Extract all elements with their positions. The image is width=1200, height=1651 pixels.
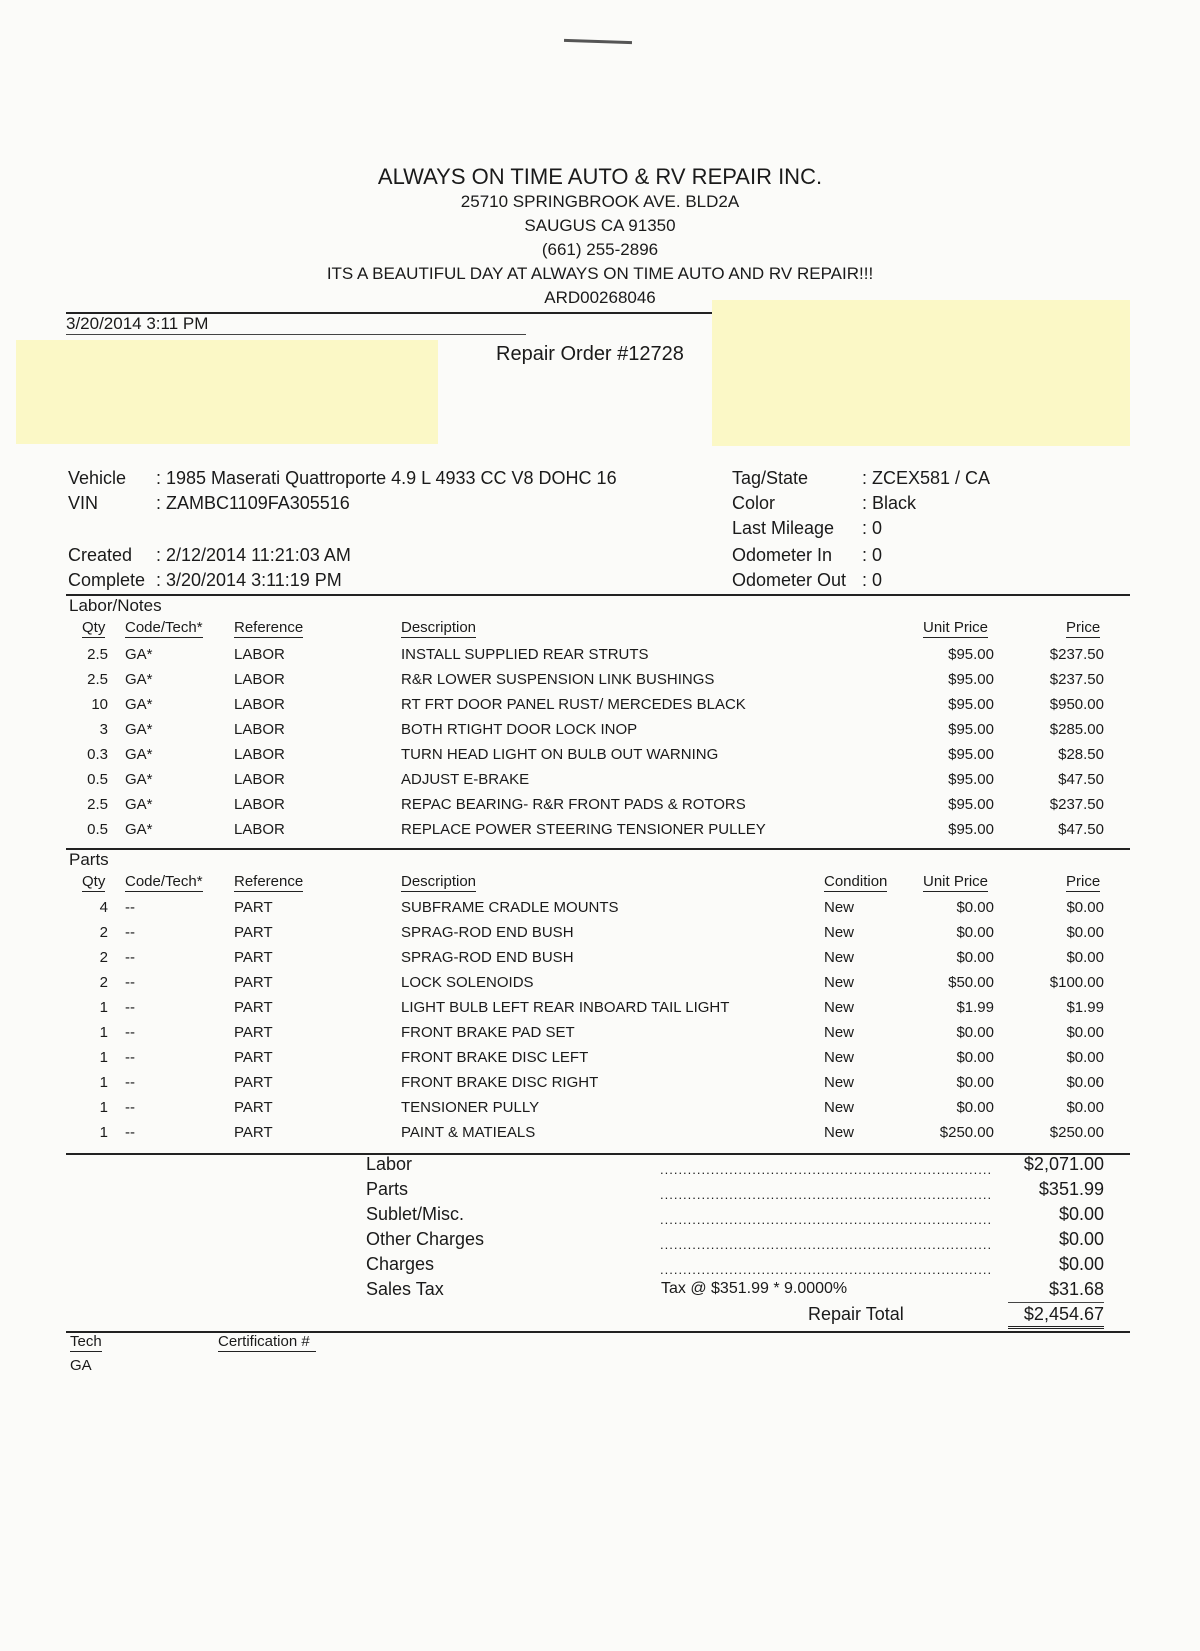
repair-total-double-rule [1008,1326,1104,1329]
parts-code: -- [125,1099,135,1116]
complete-label: Complete [68,570,146,590]
parts-reference: PART [234,999,273,1016]
parts-row [0,899,1200,921]
parts-condition: New [824,1049,855,1066]
parts-condition: New [824,924,855,941]
labor-header-qty: Qty [82,619,106,636]
parts-unit-price: $0.00 [956,924,994,941]
parts-qty: 1 [99,1099,108,1116]
parts-unit-price: $0.00 [956,1074,994,1091]
labor-header-price: Price [1066,619,1101,636]
labor-price: $285.00 [1049,721,1104,738]
parts-unit-price: $0.00 [956,899,994,916]
parts-section-rule [66,848,1130,850]
parts-reference: PART [234,1024,273,1041]
parts-code: -- [125,1024,135,1041]
parts-code: -- [125,924,135,941]
last-mileage-label: Last Mileage [732,518,835,538]
color-value: : Black [862,493,917,513]
parts-unit-price: $0.00 [956,1049,994,1066]
parts-code: -- [125,949,135,966]
labor-qty: 0.5 [87,771,108,788]
parts-description: FRONT BRAKE PAD SET [401,1024,575,1041]
parts-reference: PART [234,1074,273,1091]
parts-price: $0.00 [1066,1024,1104,1041]
subtotal-rule [1008,1302,1104,1303]
created-label: Created [68,545,133,565]
parts-condition: New [824,999,855,1016]
labor-price: $950.00 [1049,696,1104,713]
charges-label: Charges [366,1254,435,1274]
sublet-total-leader: ........................................................................ [660,1212,993,1227]
parts-qty: 2 [99,949,108,966]
labor-row [0,721,1200,743]
labor-total-label: Labor [366,1154,413,1174]
labor-reference: LABOR [234,796,285,813]
company-address-1: 25710 SPRINGBROOK AVE. BLD2A [460,192,740,211]
created-value: : 2/12/2014 11:21:03 AM [156,545,351,565]
labor-price: $28.50 [1058,746,1104,763]
parts-code: -- [125,899,135,916]
parts-condition: New [824,899,855,916]
parts-price: $0.00 [1066,924,1104,941]
color-label: Color [732,493,776,513]
parts-unit-price: $0.00 [956,1099,994,1116]
parts-price: $0.00 [1066,949,1104,966]
labor-description: TURN HEAD LIGHT ON BULB OUT WARNING [401,746,719,763]
labor-row [0,671,1200,693]
labor-row [0,646,1200,668]
other-charges-value: $0.00 [1058,1229,1104,1249]
labor-price: $47.50 [1058,821,1104,838]
labor-price: $237.50 [1049,646,1104,663]
vehicle-label: Vehicle [68,468,127,488]
sublet-total-label: Sublet/Misc. [366,1204,465,1224]
parts-unit-price: $1.99 [956,999,994,1016]
company-address-2: SAUGUS CA 91350 [524,216,676,235]
labor-code: GA* [125,746,153,763]
parts-description: TENSIONER PULLY [401,1099,540,1116]
parts-price: $0.00 [1066,1074,1104,1091]
labor-qty: 2.5 [87,646,108,663]
labor-code: GA* [125,671,153,688]
redacted-shop-info [712,300,1130,446]
labor-unit-price: $95.00 [948,696,994,713]
labor-reference: LABOR [234,721,285,738]
parts-row [0,949,1200,971]
labor-header-code: Code/Tech* [125,619,203,636]
odometer-out-label: Odometer Out [732,570,847,590]
tech-value: GA [70,1357,92,1374]
labor-description: INSTALL SUPPLIED REAR STRUTS [401,646,649,663]
sublet-total-value: $0.00 [1058,1204,1104,1224]
labor-unit-price: $95.00 [948,796,994,813]
vin-value: : ZAMBC1109FA305516 [156,493,350,513]
parts-code: -- [125,1074,135,1091]
parts-description: SPRAG-ROD END BUSH [401,949,574,966]
parts-qty: 2 [99,974,108,991]
other-charges-label: Other Charges [366,1229,485,1249]
parts-header-code: Code/Tech* [125,873,203,890]
parts-condition: New [824,1074,855,1091]
scan-mark [564,39,632,44]
labor-unit-price: $95.00 [948,671,994,688]
parts-section-title: Parts [69,850,109,869]
parts-price: $0.00 [1066,1099,1104,1116]
labor-description: REPAC BEARING- R&R FRONT PADS & ROTORS [401,796,746,813]
parts-reference: PART [234,899,273,916]
odometer-out-value: : 0 [862,570,883,590]
parts-description: SPRAG-ROD END BUSH [401,924,574,941]
parts-header-unit-price: Unit Price [923,873,989,890]
parts-qty: 2 [99,924,108,941]
tech-label: Tech [70,1333,102,1350]
parts-description: SUBFRAME CRADLE MOUNTS [401,899,619,916]
parts-description: FRONT BRAKE DISC LEFT [401,1049,589,1066]
labor-row [0,821,1200,843]
labor-qty: 0.5 [87,821,108,838]
print-date: 3/20/2014 3:11 PM [66,314,209,333]
labor-price: $237.50 [1049,796,1104,813]
parts-condition: New [824,1124,855,1141]
labor-description: REPLACE POWER STEERING TENSIONER PULLEY [401,821,766,838]
sales-tax-label: Sales Tax [366,1279,444,1299]
odometer-in-value: : 0 [862,545,883,565]
parts-row [0,1099,1200,1121]
parts-code: -- [125,974,135,991]
labor-row [0,696,1200,718]
parts-code: -- [125,1049,135,1066]
labor-unit-price: $95.00 [948,646,994,663]
certification-label: Certification # [218,1333,316,1352]
labor-row [0,771,1200,793]
parts-code: -- [125,999,135,1016]
parts-row [0,924,1200,946]
labor-description: R&R LOWER SUSPENSION LINK BUSHINGS [401,671,715,688]
labor-reference: LABOR [234,646,285,663]
vin-label: VIN [68,493,99,513]
parts-reference: PART [234,1124,273,1141]
labor-code: GA* [125,821,153,838]
repair-total-label: Repair Total [808,1304,904,1324]
company-slogan: ITS A BEAUTIFUL DAY AT ALWAYS ON TIME AUTO AND RV REPAIR!!! [326,264,874,283]
labor-total-leader: ........................................................................ [660,1162,993,1177]
labor-reference: LABOR [234,746,285,763]
last-mileage-value: : 0 [862,518,883,538]
labor-unit-price: $95.00 [948,721,994,738]
labor-reference: LABOR [234,821,285,838]
parts-row [0,1024,1200,1046]
company-phone: (661) 255-2896 [541,240,659,259]
labor-description: BOTH RTIGHT DOOR LOCK INOP [401,721,638,738]
labor-price: $237.50 [1049,671,1104,688]
labor-price: $47.50 [1058,771,1104,788]
parts-qty: 1 [99,1024,108,1041]
labor-header-unit-price: Unit Price [923,619,989,636]
labor-unit-price: $95.00 [948,771,994,788]
parts-reference: PART [234,1099,273,1116]
parts-qty: 1 [99,1049,108,1066]
tag-state-value: : ZCEX581 / CA [862,468,991,488]
parts-price: $250.00 [1049,1124,1104,1141]
parts-unit-price: $0.00 [956,949,994,966]
labor-reference: LABOR [234,671,285,688]
labor-unit-price: $95.00 [948,821,994,838]
parts-row [0,999,1200,1021]
labor-description: ADJUST E-BRAKE [401,771,530,788]
parts-qty: 1 [99,1074,108,1091]
repair-total-value: $2,454.67 [1023,1304,1104,1324]
parts-condition: New [824,949,855,966]
parts-reference: PART [234,974,273,991]
labor-code: GA* [125,696,153,713]
repair-order-number: Repair Order #12728 [496,343,684,365]
labor-reference: LABOR [234,771,285,788]
parts-total-value: $351.99 [1038,1179,1104,1199]
labor-row [0,746,1200,768]
labor-qty: 0.3 [87,746,108,763]
parts-unit-price: $50.00 [948,974,994,991]
parts-qty: 4 [99,899,108,916]
parts-description: LOCK SOLENOIDS [401,974,534,991]
labor-qty: 2.5 [87,796,108,813]
tag-state-label: Tag/State [732,468,809,488]
parts-qty: 1 [99,999,108,1016]
parts-unit-price: $250.00 [939,1124,994,1141]
parts-qty: 1 [99,1124,108,1141]
labor-header-description: Description [401,619,477,636]
labor-code: GA* [125,646,153,663]
parts-condition: New [824,1099,855,1116]
parts-code: -- [125,1124,135,1141]
labor-qty: 10 [91,696,108,713]
labor-unit-price: $95.00 [948,746,994,763]
labor-qty: 3 [99,721,108,738]
parts-header-condition: Condition [824,873,888,890]
redacted-customer-info [16,340,438,444]
parts-price: $0.00 [1066,1049,1104,1066]
parts-total-leader: ........................................................................ [660,1187,993,1202]
parts-unit-price: $0.00 [956,1024,994,1041]
sales-tax-value: $31.68 [1048,1279,1104,1299]
parts-row [0,1124,1200,1146]
parts-description: PAINT & MATIEALS [401,1124,536,1141]
labor-qty: 2.5 [87,671,108,688]
parts-description: FRONT BRAKE DISC RIGHT [401,1074,599,1091]
odometer-in-label: Odometer In [732,545,833,565]
parts-row [0,1049,1200,1071]
parts-total-label: Parts [366,1179,409,1199]
labor-code: GA* [125,721,153,738]
labor-section-rule [66,594,1130,596]
parts-header-price: Price [1066,873,1101,890]
parts-reference: PART [234,924,273,941]
parts-description: LIGHT BULB LEFT REAR INBOARD TAIL LIGHT [401,999,730,1016]
charges-leader: ........................................................................ [660,1262,993,1277]
parts-condition: New [824,974,855,991]
parts-row [0,1074,1200,1096]
labor-code: GA* [125,771,153,788]
other-charges-leader: ........................................................................ [660,1237,993,1252]
date-rule [66,334,526,335]
complete-value: : 3/20/2014 3:11:19 PM [156,570,342,590]
vehicle-value: : 1985 Maserati Quattroporte 4.9 L 4933 CC V8 DOHC 16 [156,468,617,488]
parts-header-description: Description [401,873,477,890]
labor-header-reference: Reference [234,619,304,636]
charges-value: $0.00 [1058,1254,1104,1274]
labor-section-title: Labor/Notes [69,596,162,615]
parts-header-reference: Reference [234,873,304,890]
parts-reference: PART [234,1049,273,1066]
parts-condition: New [824,1024,855,1041]
sales-tax-detail: Tax @ $351.99 * 9.0000% [661,1280,848,1297]
labor-description: RT FRT DOOR PANEL RUST/ MERCEDES BLACK [401,696,746,713]
labor-code: GA* [125,796,153,813]
parts-price: $0.00 [1066,899,1104,916]
parts-price: $1.99 [1066,999,1104,1016]
parts-header-qty: Qty [82,873,106,890]
company-name: ALWAYS ON TIME AUTO & RV REPAIR INC. [377,164,823,189]
parts-reference: PART [234,949,273,966]
labor-total-value: $2,071.00 [1023,1154,1104,1174]
parts-row [0,974,1200,996]
ard-number: ARD00268046 [544,288,656,307]
labor-reference: LABOR [234,696,285,713]
labor-row [0,796,1200,818]
parts-price: $100.00 [1049,974,1104,991]
